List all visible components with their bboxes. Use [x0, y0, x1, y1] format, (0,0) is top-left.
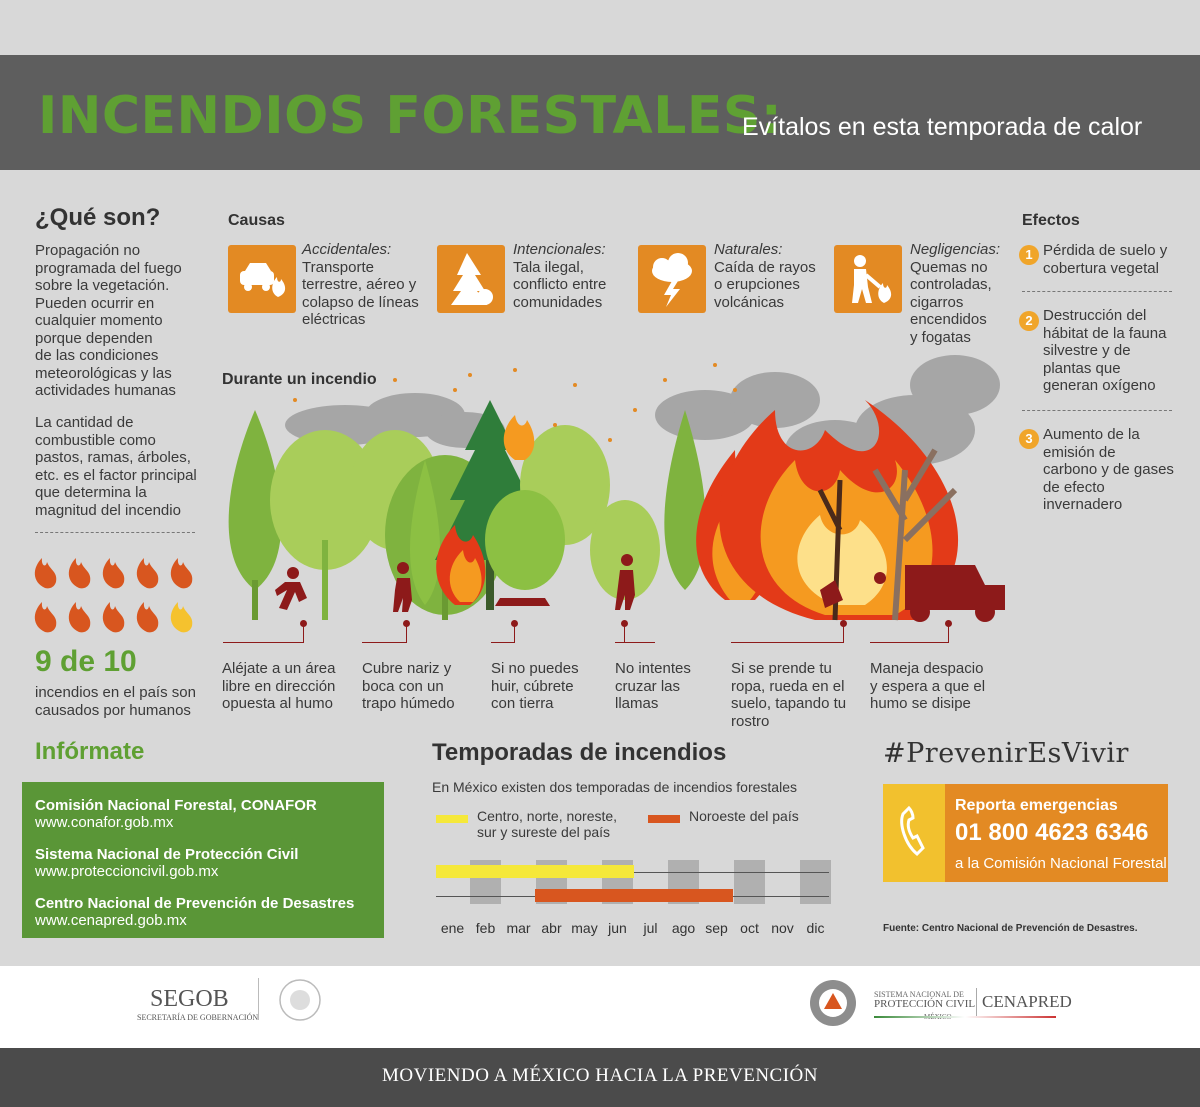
tip-alejate: Aléjate a un área libre en dirección opuesta al humo	[222, 660, 336, 712]
pin-1	[300, 620, 307, 627]
pin-3	[514, 625, 515, 643]
month-label: ago	[671, 920, 696, 936]
phone-icon[interactable]	[883, 784, 945, 882]
que-son-heading: ¿Qué son?	[35, 204, 161, 231]
legend-yellow-swatch	[436, 815, 468, 823]
pin-3	[511, 620, 518, 627]
pin-4	[624, 625, 625, 643]
month-label: jul	[643, 920, 658, 936]
cause-intencionales: Intencionales: Tala ilegal, conflicto entre comunidades	[513, 241, 607, 311]
pin-6	[870, 642, 948, 643]
que-son-paragraph-2: La cantidad de combustible como pastos, ramas, árboles, etc. es el factor principal que determina la magnitud del incendio	[35, 414, 197, 519]
pin-5	[840, 620, 847, 627]
source-note: Fuente: Centro Nacional de Prevención de Desastres.	[883, 923, 1138, 934]
page-title: INCENDIOS FORESTALES:	[38, 86, 783, 146]
effect-item-1: Pérdida de suelo y cobertura vegetal	[1043, 242, 1168, 277]
causas-heading: Causas	[228, 212, 285, 229]
storm-lightning-icon	[638, 245, 706, 313]
pin-6	[945, 620, 952, 627]
pin-6	[948, 625, 949, 643]
pin-1	[223, 642, 303, 643]
org-cenapred-name: Centro Nacional de Prevención de Desastres	[35, 895, 355, 912]
person-fire-icon	[834, 245, 902, 313]
entity-label: a la Comisión Nacional Forestal	[955, 855, 1167, 872]
month-label: mar	[506, 920, 531, 936]
effect-item-3: Aumento de la emisión de carbono y de gases de efecto invernadero	[1043, 426, 1174, 513]
pin-3	[491, 642, 515, 643]
footer-slogan: MOVIENDO A MÉXICO HACIA LA PREVENCIÓN	[382, 1065, 818, 1086]
informate-heading: Infórmate	[35, 738, 145, 765]
effect-number-3: 3	[1019, 429, 1039, 449]
org-snpc-url[interactable]: www.proteccioncivil.gob.mx	[35, 863, 219, 880]
legend-yellow-label: Centro, norte, noreste, sur y sureste del país	[477, 808, 618, 840]
stat-caption: incendios en el país son causados por humanos	[35, 684, 196, 719]
pin-5	[843, 625, 844, 643]
temporadas-intro: En México existen dos temporadas de incendios forestales	[432, 779, 797, 795]
coat-of-arms-icon	[270, 978, 330, 1023]
legend-orange-swatch	[648, 815, 680, 823]
pin-2	[362, 642, 407, 643]
temporadas-heading: Temporadas de incendios	[432, 739, 727, 766]
divider	[1022, 410, 1172, 411]
effect-item-2: Destrucción del hábitat de la fauna silvestre y de plantas que generan oxígeno	[1043, 307, 1167, 394]
tip-rueda: Si se prende tu ropa, rueda en el suelo, tapando tu rostro	[731, 660, 847, 730]
month-label: sep	[705, 920, 728, 936]
month-label: may	[571, 920, 598, 936]
season-timeline	[436, 860, 836, 920]
pin-2	[403, 620, 410, 627]
org-snpc-name: Sistema Nacional de Protección Civil	[35, 846, 299, 863]
pin-4	[615, 642, 655, 643]
hashtag: #PrevenirEsVivir	[883, 738, 1129, 769]
divider	[258, 978, 259, 1020]
divider	[976, 988, 977, 1016]
pin-1	[303, 625, 304, 643]
month-label: oct	[740, 920, 759, 936]
flames-stat-graphic	[30, 548, 200, 638]
emergency-phone[interactable]: 01 800 4623 6346	[955, 819, 1149, 846]
cause-negligencias: Negligencias: Quemas no controladas, cigarros encendidos y fogatas	[910, 241, 1001, 346]
month-label: ene	[440, 920, 465, 936]
pin-5	[731, 642, 843, 643]
month-labels	[436, 920, 836, 940]
snpc-line2: PROTECCIÓN CIVIL	[874, 998, 976, 1010]
segob-logo-sub: SECRETARÍA DE GOBERNACIÓN	[137, 1013, 259, 1022]
org-conafor-name: Comisión Nacional Forestal, CONAFOR	[35, 797, 317, 814]
que-son-paragraph-1: Propagación no programada del fuego sobre la vegetación. Pueden ocurrir en cualquier momento porque dependen de las condiciones meteorológicas y las actividades humanas	[35, 242, 182, 399]
month-label: dic	[806, 920, 825, 936]
stat-number: 9 de 10	[35, 645, 137, 678]
proteccion-civil-icon	[808, 978, 858, 1028]
pin-4	[621, 620, 628, 627]
tip-cubre-nariz: Cubre nariz y boca con un trapo húmedo	[362, 660, 455, 712]
month-label: jun	[608, 920, 627, 936]
reporta-label: Reporta emergencias	[955, 797, 1118, 814]
month-label: feb	[475, 920, 496, 936]
month-label: abr	[541, 920, 562, 936]
pin-2	[406, 625, 407, 643]
efectos-heading: Efectos	[1022, 212, 1080, 229]
flame-icon-group	[35, 558, 192, 632]
season-bar-centro-norte	[436, 865, 634, 878]
forest-fire-illustration	[215, 340, 1015, 640]
cause-accidentales: Accidentales: Transporte terrestre, aéreo y colapso de líneas eléctricas	[302, 241, 419, 328]
season-bar-noroeste	[535, 889, 733, 902]
tree-fire-icon	[437, 245, 505, 313]
page-subtitle: Evítalos en esta temporada de calor	[742, 113, 1143, 141]
cause-naturales: Naturales: Caída de rayos o erupciones volcánicas	[714, 241, 816, 311]
timeline-month-column	[800, 860, 831, 904]
segob-logo: SEGOB	[150, 986, 229, 1012]
org-cenapred-url[interactable]: www.cenapred.gob.mx	[35, 912, 187, 929]
timeline-month-column	[734, 860, 765, 904]
car-fire-icon	[228, 245, 296, 313]
tip-cubrete-tierra: Si no puedes huir, cúbrete con tierra	[491, 660, 579, 712]
effect-number-2: 2	[1019, 311, 1039, 331]
divider	[35, 532, 195, 533]
month-label: nov	[771, 920, 794, 936]
divider	[1022, 291, 1172, 292]
org-conafor-url[interactable]: www.conafor.gob.mx	[35, 814, 174, 831]
snpc-line1: SISTEMA NACIONAL DE	[874, 990, 964, 999]
legend-orange-label: Noroeste del país	[689, 808, 799, 824]
durante-heading: Durante un incendio	[222, 371, 377, 388]
flag-stripe	[874, 1016, 1056, 1018]
effect-number-1: 1	[1019, 245, 1039, 265]
tip-maneja: Maneja despacio y espera a que el humo se disipe	[870, 660, 986, 712]
tip-no-cruzar: No intentes cruzar las llamas	[615, 660, 691, 712]
flame-yellow-icon	[171, 602, 192, 632]
cenapred-logo: CENAPRED	[982, 992, 1072, 1011]
